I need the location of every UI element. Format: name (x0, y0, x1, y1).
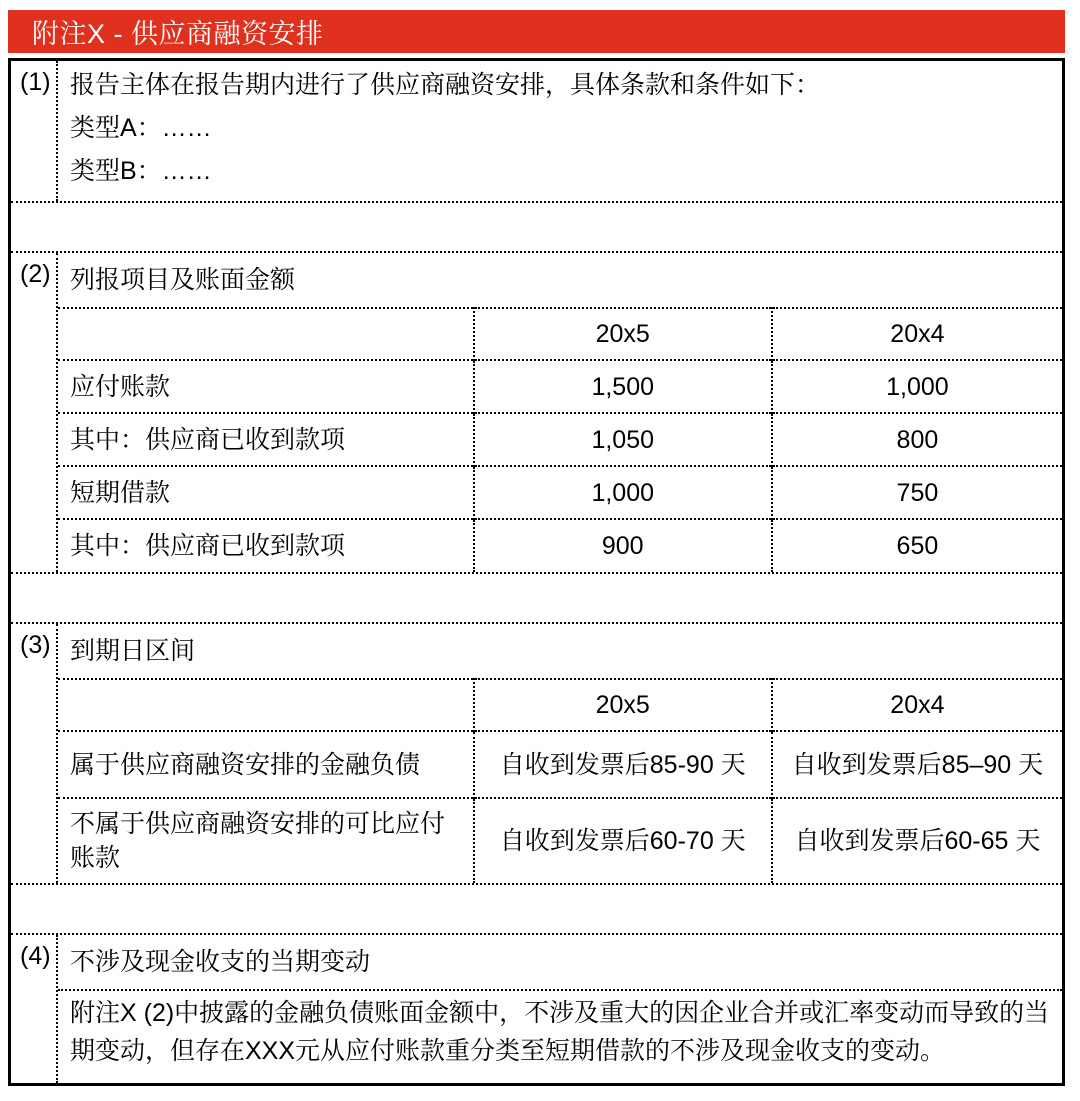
row-value-20x4: 自收到发票后85–90 天 (772, 731, 1062, 798)
row-value-20x5: 自收到发票后85-90 天 (474, 731, 772, 798)
section-4-paragraph: 附注X (2)中披露的金融负债账面金额中，不涉及重大的因企业合并或汇率变动而导致的当期变动，但存在XXX元从应付账款重分类至短期借款的不涉及现金收支的变动。 (70, 999, 1050, 1065)
row-value-20x4: 750 (772, 466, 1062, 519)
section-4 (11, 935, 1062, 1083)
section-gap-3 (11, 885, 1062, 935)
section-3 (11, 624, 1062, 885)
section-1-number: (1) (11, 61, 58, 201)
section-1-line-type-a: 类型A：…… (70, 114, 212, 142)
table-row (58, 360, 1062, 413)
note-title: 附注X - 供应商融资安排 (32, 19, 324, 49)
section-4-content (58, 935, 1062, 1083)
row-value-20x5: 自收到发票后60-70 天 (474, 798, 772, 883)
carrying-amount-table (58, 307, 1062, 572)
section-2-title: 列报项目及账面金额 (70, 266, 296, 294)
section-1-line-type-b: 类型B：…… (70, 157, 212, 185)
row-value-20x5: 1,500 (474, 360, 772, 413)
row-value-20x4: 自收到发票后60-65 天 (772, 798, 1062, 883)
row-value-20x4: 1,000 (772, 360, 1062, 413)
row-value-20x4: 650 (772, 519, 1062, 572)
row-label: 属于供应商融资安排的金融负债 (58, 731, 474, 798)
row-label: 其中：供应商已收到款项 (58, 519, 474, 572)
row-value-20x5: 1,000 (474, 466, 772, 519)
section-2-content (58, 253, 1062, 572)
header-20x4: 20x4 (772, 308, 1062, 360)
row-value-20x4: 800 (772, 413, 1062, 466)
row-value-20x5: 1,050 (474, 413, 772, 466)
table-row (58, 466, 1062, 519)
section-1-content (58, 61, 1062, 201)
header-20x5: 20x5 (474, 308, 772, 360)
maturity-range-table (58, 678, 1062, 883)
row-label: 不属于供应商融资安排的可比应付账款 (58, 798, 474, 883)
section-2 (11, 253, 1062, 574)
note-title-bar (8, 10, 1065, 53)
section-3-content (58, 624, 1062, 883)
note-content-box (8, 58, 1065, 1086)
section-2-number: (2) (11, 253, 58, 572)
table-row (58, 798, 1062, 883)
table-row (58, 413, 1062, 466)
section-1 (11, 61, 1062, 203)
header-20x5: 20x5 (474, 679, 772, 731)
section-gap-2 (11, 574, 1062, 624)
table-header-row (58, 679, 1062, 731)
header-empty-cell (58, 679, 474, 731)
section-3-title: 到期日区间 (70, 637, 196, 665)
row-label: 短期借款 (58, 466, 474, 519)
table-header-row (58, 308, 1062, 360)
section-4-number: (4) (11, 935, 58, 1083)
header-20x4: 20x4 (772, 679, 1062, 731)
section-gap-1 (11, 203, 1062, 253)
table-row (58, 519, 1062, 572)
section-1-line-terms: 报告主体在报告期内进行了供应商融资安排，具体条款和条件如下： (70, 71, 821, 99)
section-3-number: (3) (11, 624, 58, 883)
header-empty-cell (58, 308, 474, 360)
table-row (58, 731, 1062, 798)
row-label: 其中：供应商已收到款项 (58, 413, 474, 466)
section-4-title: 不涉及现金收支的当期变动 (58, 935, 1062, 991)
row-value-20x5: 900 (474, 519, 772, 572)
row-label: 应付账款 (58, 360, 474, 413)
